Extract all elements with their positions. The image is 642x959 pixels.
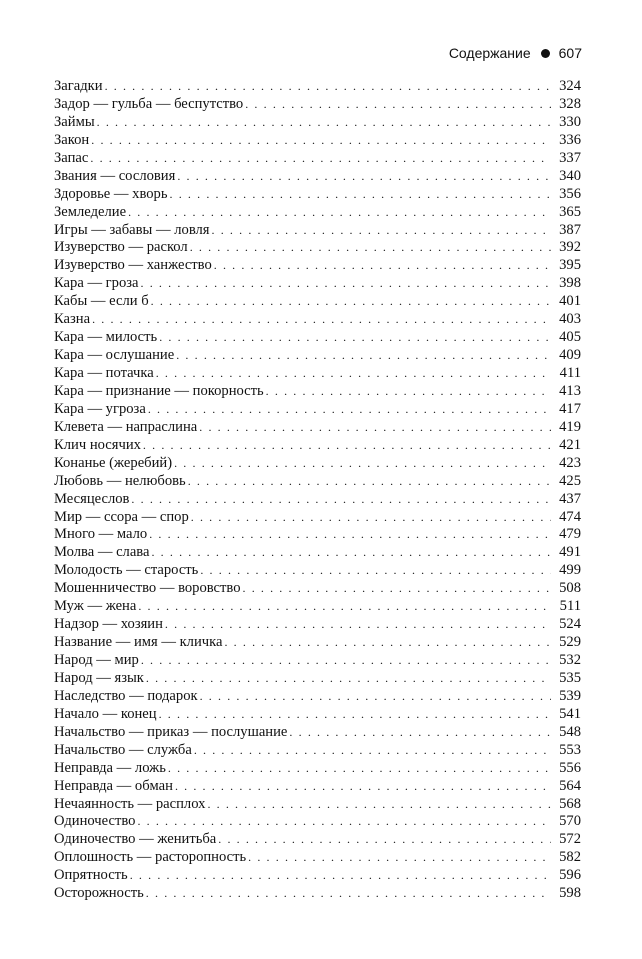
toc-entry-title: Месяцеслов bbox=[54, 490, 130, 507]
dot-leader bbox=[143, 437, 551, 455]
toc-entry bbox=[54, 831, 581, 849]
toc-entry-title: Муж — жена bbox=[54, 598, 137, 615]
dot-leader bbox=[248, 849, 551, 867]
dot-leader bbox=[194, 742, 551, 760]
toc-entry-page: 556 bbox=[559, 759, 581, 776]
toc-entry-title: Земледелие bbox=[54, 203, 127, 220]
toc-entry bbox=[54, 724, 581, 742]
dot-leader bbox=[90, 150, 551, 168]
toc-entry-page: 479 bbox=[559, 526, 581, 543]
dot-leader bbox=[266, 383, 551, 401]
toc-entry bbox=[54, 419, 581, 437]
toc-entry bbox=[54, 329, 581, 347]
dot-leader bbox=[177, 168, 551, 186]
dot-leader bbox=[188, 473, 551, 491]
toc-entry bbox=[54, 257, 581, 275]
toc-entry-title: Одиночество — женитьба bbox=[54, 831, 217, 848]
toc-entry-title: Клевета — напраслина bbox=[54, 418, 198, 435]
toc-entry-title: Закон bbox=[54, 131, 90, 148]
dot-leader bbox=[141, 275, 551, 293]
toc-entry bbox=[54, 114, 581, 132]
toc-entry-title: Неправда — ложь bbox=[54, 759, 166, 776]
table-of-contents bbox=[54, 78, 581, 903]
toc-entry-title: Молодость — старость bbox=[54, 562, 199, 579]
toc-entry bbox=[54, 473, 581, 491]
dot-leader bbox=[138, 598, 551, 616]
dot-leader bbox=[165, 616, 551, 634]
toc-entry bbox=[54, 365, 581, 383]
toc-entry-page: 425 bbox=[559, 472, 581, 489]
toc-entry-page: 409 bbox=[559, 347, 581, 364]
dot-leader bbox=[92, 311, 551, 329]
toc-entry-title: Конанье (жеребий) bbox=[54, 454, 173, 471]
toc-entry-title: Задор — гульба — беспутство bbox=[54, 95, 244, 112]
dot-leader bbox=[151, 544, 551, 562]
toc-entry-page: 340 bbox=[559, 167, 581, 184]
dot-leader bbox=[218, 831, 551, 849]
toc-entry-page: 508 bbox=[559, 580, 581, 597]
toc-entry-title: Народ — мир bbox=[54, 652, 139, 668]
toc-entry bbox=[54, 652, 581, 670]
toc-entry-page: 330 bbox=[559, 113, 581, 130]
dot-leader bbox=[159, 329, 551, 347]
toc-entry bbox=[54, 796, 581, 814]
toc-entry bbox=[54, 293, 581, 311]
dot-leader bbox=[176, 347, 551, 365]
toc-entry-page: 392 bbox=[559, 239, 581, 256]
toc-entry bbox=[54, 634, 581, 652]
toc-entry-page: 437 bbox=[559, 490, 581, 507]
toc-entry bbox=[54, 383, 581, 401]
toc-entry-title: Неправда — обман bbox=[54, 777, 173, 794]
dot-leader bbox=[243, 580, 552, 598]
toc-entry bbox=[54, 580, 581, 598]
toc-entry-title: Кабы — если б bbox=[54, 293, 149, 310]
toc-entry-title: Молва — слава bbox=[54, 544, 150, 561]
toc-entry-page: 553 bbox=[559, 741, 581, 758]
dot-leader bbox=[146, 885, 551, 903]
toc-entry bbox=[54, 885, 581, 903]
toc-entry-title: Клич носячих bbox=[54, 436, 141, 453]
toc-entry-title: Мир — ссора — спор bbox=[54, 508, 189, 525]
header-page-number: 607 bbox=[558, 45, 582, 61]
toc-entry-page: 398 bbox=[559, 275, 581, 292]
toc-entry-page: 564 bbox=[559, 777, 581, 794]
toc-entry bbox=[54, 778, 581, 796]
dot-leader bbox=[191, 509, 551, 527]
toc-entry-title: Начальство — приказ — послушание bbox=[54, 723, 288, 740]
dot-leader bbox=[174, 455, 551, 473]
toc-entry-title: Осторожность bbox=[54, 885, 144, 902]
toc-entry-title: Мошенничество — воровство bbox=[54, 580, 241, 597]
toc-entry-title: Запас bbox=[54, 149, 89, 166]
toc-entry bbox=[54, 437, 581, 455]
toc-entry bbox=[54, 849, 581, 867]
toc-entry-page: 535 bbox=[559, 669, 581, 686]
dot-leader bbox=[105, 78, 551, 96]
toc-entry bbox=[54, 96, 581, 114]
toc-entry bbox=[54, 150, 581, 168]
toc-entry-page: 511 bbox=[559, 598, 581, 615]
toc-entry-page: 417 bbox=[559, 400, 581, 417]
dot-leader bbox=[149, 526, 551, 544]
toc-entry bbox=[54, 742, 581, 760]
dot-leader bbox=[168, 760, 551, 778]
toc-entry bbox=[54, 813, 581, 831]
toc-entry-title: Начальство — служба bbox=[54, 741, 192, 758]
toc-entry-title: Займы bbox=[54, 113, 95, 130]
dot-leader bbox=[200, 688, 551, 706]
dot-leader bbox=[146, 670, 551, 688]
toc-entry-title: Звания — сословия bbox=[54, 167, 176, 184]
toc-entry bbox=[54, 688, 581, 706]
toc-entry bbox=[54, 491, 581, 509]
toc-entry-title: Название — имя — кличка bbox=[54, 634, 223, 651]
toc-entry-page: 413 bbox=[559, 382, 581, 399]
toc-entry-page: 356 bbox=[559, 185, 581, 202]
toc-entry-title: Нечаянность — расплох bbox=[54, 795, 206, 812]
toc-entry bbox=[54, 275, 581, 293]
dot-leader bbox=[207, 796, 551, 814]
toc-entry-page: 598 bbox=[559, 885, 581, 902]
toc-entry-page: 419 bbox=[559, 418, 581, 435]
dot-leader bbox=[91, 132, 551, 150]
toc-entry-title: Кара — потачка bbox=[54, 365, 154, 381]
toc-entry-title: Кара — милость bbox=[54, 329, 158, 346]
toc-entry bbox=[54, 311, 581, 329]
toc-entry-page: 365 bbox=[559, 203, 581, 220]
dot-leader bbox=[200, 562, 551, 580]
toc-entry-title: Кара — угроза bbox=[54, 400, 146, 417]
toc-entry bbox=[54, 186, 581, 204]
toc-entry-title: Изуверство — раскол bbox=[54, 239, 188, 256]
toc-entry-page: 328 bbox=[559, 95, 581, 112]
toc-entry bbox=[54, 562, 581, 580]
dot-leader bbox=[156, 365, 551, 383]
toc-entry-title: Опрятность bbox=[54, 867, 128, 884]
toc-entry-page: 474 bbox=[559, 508, 581, 525]
toc-entry-page: 337 bbox=[559, 149, 581, 166]
toc-entry bbox=[54, 706, 581, 724]
toc-entry-page: 499 bbox=[559, 562, 581, 579]
toc-entry-page: 539 bbox=[559, 687, 581, 704]
toc-entry-page: 491 bbox=[559, 544, 581, 561]
dot-leader bbox=[245, 96, 551, 114]
toc-entry-page: 411 bbox=[559, 365, 581, 381]
dot-leader bbox=[128, 204, 551, 222]
toc-entry bbox=[54, 867, 581, 885]
dot-leader bbox=[212, 222, 551, 240]
toc-entry bbox=[54, 78, 581, 96]
dot-leader bbox=[148, 401, 551, 419]
toc-entry-title: Игры — забавы — ловля bbox=[54, 221, 210, 238]
toc-entry-title: Любовь — нелюбовь bbox=[54, 472, 186, 489]
toc-entry bbox=[54, 760, 581, 778]
toc-entry-page: 395 bbox=[559, 257, 581, 274]
toc-entry-page: 421 bbox=[559, 436, 581, 453]
dot-leader bbox=[137, 813, 551, 831]
toc-entry-title: Начало — конец bbox=[54, 705, 157, 722]
toc-entry bbox=[54, 526, 581, 544]
dot-leader bbox=[224, 634, 551, 652]
toc-entry-page: 401 bbox=[559, 293, 581, 310]
toc-entry-page: 324 bbox=[559, 78, 581, 94]
dot-leader bbox=[289, 724, 551, 742]
toc-entry bbox=[54, 347, 581, 365]
toc-entry-page: 387 bbox=[559, 221, 581, 238]
toc-entry-page: 524 bbox=[559, 616, 581, 633]
toc-entry bbox=[54, 455, 581, 473]
toc-entry-title: Изуверство — ханжество bbox=[54, 257, 212, 274]
bullet-icon bbox=[541, 49, 550, 58]
toc-entry-page: 582 bbox=[559, 849, 581, 866]
dot-leader bbox=[141, 652, 551, 670]
toc-entry-title: Загадки bbox=[54, 78, 103, 94]
toc-entry-page: 541 bbox=[559, 705, 581, 722]
toc-entry-title: Кара — признание — покорность bbox=[54, 382, 264, 399]
toc-entry bbox=[54, 616, 581, 634]
toc-entry bbox=[54, 670, 581, 688]
toc-entry bbox=[54, 401, 581, 419]
dot-leader bbox=[151, 293, 551, 311]
dot-leader bbox=[190, 239, 551, 257]
dot-leader bbox=[159, 706, 551, 724]
toc-entry-title: Много — мало bbox=[54, 526, 148, 543]
toc-entry bbox=[54, 598, 581, 616]
header-section-title: Содержание bbox=[448, 45, 531, 61]
toc-entry-page: 405 bbox=[559, 329, 581, 346]
toc-entry-title: Казна bbox=[54, 311, 91, 328]
toc-entry-title: Здоровье — хворь bbox=[54, 185, 168, 202]
toc-entry-page: 529 bbox=[559, 634, 581, 651]
toc-entry-title: Наследство — подарок bbox=[54, 687, 198, 704]
toc-entry-title: Надзор — хозяин bbox=[54, 616, 163, 633]
toc-entry-title: Народ — язык bbox=[54, 669, 144, 686]
toc-entry-page: 596 bbox=[559, 867, 581, 884]
toc-entry bbox=[54, 222, 581, 240]
dot-leader bbox=[214, 257, 551, 275]
toc-entry-page: 423 bbox=[559, 454, 581, 471]
dot-leader bbox=[97, 114, 551, 132]
toc-entry-page: 570 bbox=[559, 813, 581, 830]
toc-entry-title: Кара — ослушание bbox=[54, 347, 175, 364]
toc-entry-title: Оплошность — расторопность bbox=[54, 849, 247, 866]
toc-entry bbox=[54, 132, 581, 150]
dot-leader bbox=[130, 867, 551, 885]
toc-entry-page: 336 bbox=[559, 131, 581, 148]
toc-entry bbox=[54, 544, 581, 562]
toc-entry-page: 532 bbox=[559, 652, 581, 668]
toc-entry-page: 548 bbox=[559, 723, 581, 740]
dot-leader bbox=[170, 186, 551, 204]
toc-entry-page: 568 bbox=[559, 795, 581, 812]
dot-leader bbox=[131, 491, 551, 509]
toc-entry-page: 572 bbox=[559, 831, 581, 848]
dot-leader bbox=[175, 778, 551, 796]
toc-entry bbox=[54, 168, 581, 186]
toc-entry-title: Одиночество bbox=[54, 813, 136, 830]
toc-entry-title: Кара — гроза bbox=[54, 275, 139, 292]
toc-entry bbox=[54, 239, 581, 257]
toc-entry bbox=[54, 204, 581, 222]
toc-entry bbox=[54, 509, 581, 527]
toc-entry-page: 403 bbox=[559, 311, 581, 328]
dot-leader bbox=[199, 419, 551, 437]
running-header bbox=[449, 45, 582, 61]
